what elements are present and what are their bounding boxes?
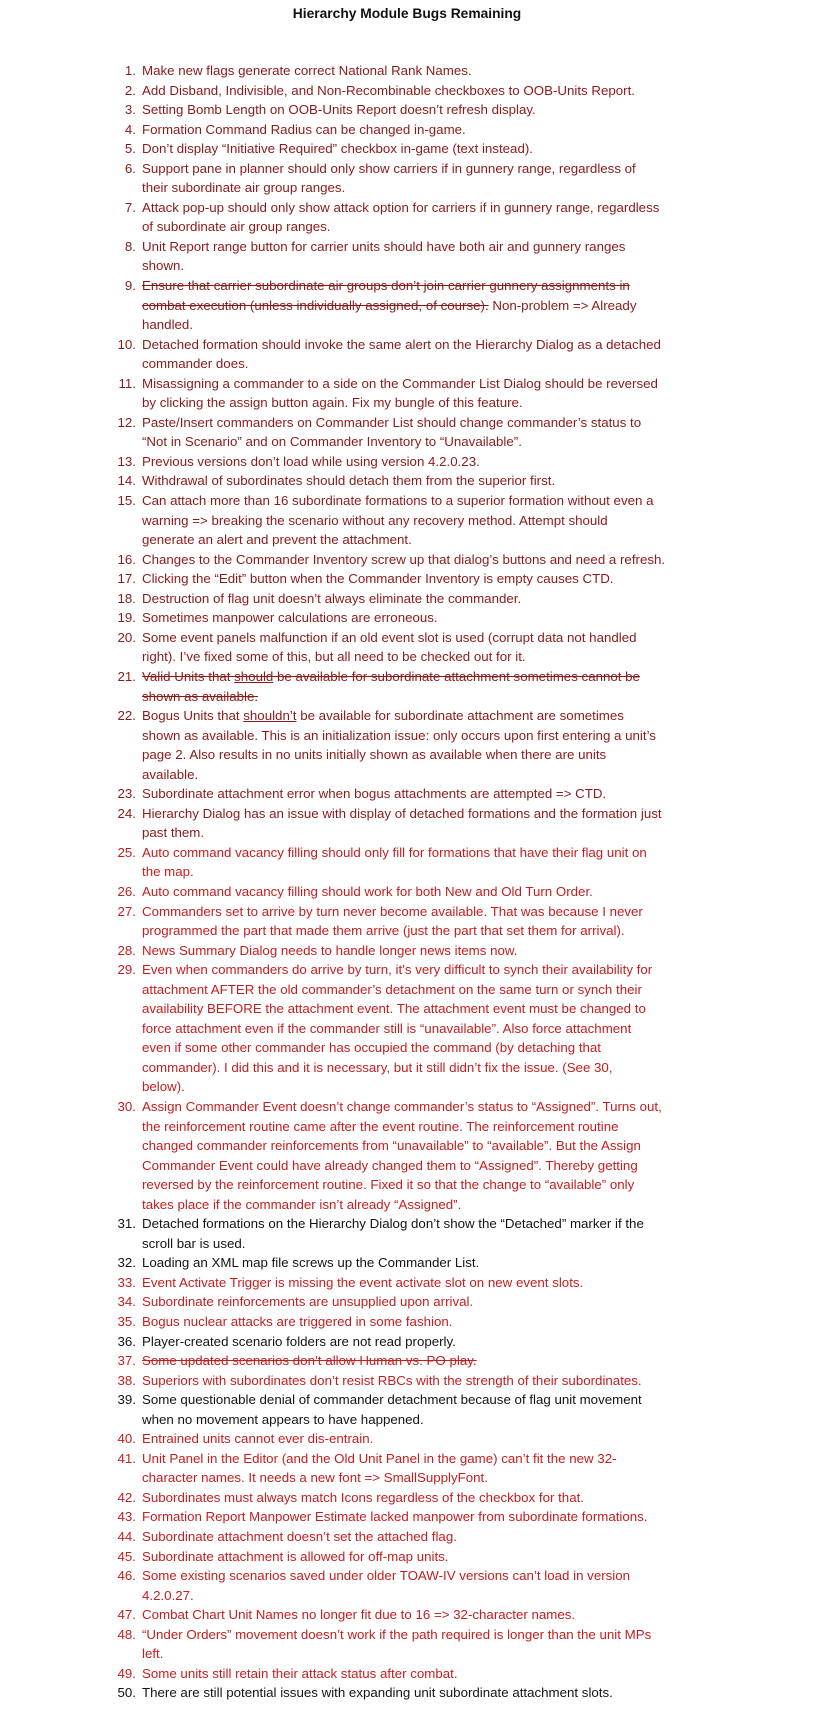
- item-number: 29.: [117, 962, 136, 978]
- list-item: [98, 1214, 738, 1253]
- item-main-text: Support pane in planner should only show carriers if in gunnery range, regardless of their subordinate air group ranges.: [142, 160, 636, 196]
- item-number: 38.: [117, 1372, 136, 1388]
- item-main-text: Valid Units that should be available for subordinate attachment sometimes cannot be shown as available.: [142, 668, 640, 704]
- item-text: [142, 882, 738, 902]
- list-item: [98, 100, 738, 120]
- item-number: 7.: [124, 199, 136, 215]
- item-text: [142, 1332, 738, 1352]
- item-main-text: Some units still retain their attack status after combat.: [142, 1665, 458, 1681]
- list-item: [98, 902, 738, 941]
- item-number: 48.: [117, 1626, 136, 1642]
- list-item: [98, 1371, 738, 1391]
- item-text: [142, 550, 738, 570]
- item-number: 22.: [117, 708, 136, 724]
- item-number: 1.: [124, 63, 136, 78]
- item-main-text: Detached formations on the Hierarchy Dialog don’t show the “Detached” marker if the scroll bar is used.: [142, 1216, 644, 1251]
- item-main-text: Superiors with subordinates don’t resist RBCs with the strength of their subordinates.: [142, 1372, 642, 1388]
- item-text: [142, 491, 738, 550]
- item-text: [142, 1253, 738, 1273]
- list-item: [98, 1390, 738, 1429]
- list-item: [98, 1507, 738, 1527]
- item-main-text: Bogus Units that shouldn’t be available for subordinate attachment are sometimes shown as available. This is an initialization issue: only occurs upon first entering a unit’s page 2. Also results in no units initially shown as available when there are units available.: [142, 708, 656, 782]
- list-item: [98, 1488, 738, 1508]
- item-main-text: “Under Orders” movement doesn’t work if the path required is longer than the unit MPs left.: [142, 1626, 652, 1662]
- item-number: 19.: [117, 610, 136, 626]
- item-number: 18.: [117, 590, 136, 606]
- item-main-text: News Summary Dialog needs to handle longer news items now.: [142, 942, 518, 958]
- item-main-text: Assign Commander Event doesn’t change commander’s status to “Assigned”. Turns out, the reinforcement routine came after the event routine. The reinforcement routine changed commander reinforcements from “unavailable” to “available”. But the Assign Commander Event could have already changed them to “Assigned”. Thereby getting reversed by the reinforcement routine. Fixed it so that the change to “available” only takes place if the commander isn’t already “Assigned”.: [142, 1098, 662, 1212]
- list-item: [98, 452, 738, 472]
- list-item: [98, 1664, 738, 1684]
- item-text: [142, 81, 738, 101]
- item-main-text: Commanders set to arrive by turn never become available. That was because I never programmed the part that made them arrive (just the part that set them for arrival).: [142, 903, 643, 939]
- item-number: 10.: [117, 336, 136, 352]
- item-text: [142, 374, 738, 413]
- list-item: [98, 1449, 738, 1488]
- item-text: [142, 608, 738, 628]
- item-main-text: There are still potential issues with expanding unit subordinate attachment slots.: [142, 1685, 613, 1701]
- item-text: [142, 159, 738, 198]
- list-item: [98, 276, 738, 335]
- item-number: 30.: [117, 1098, 136, 1114]
- item-number: 6.: [124, 160, 136, 176]
- list-item: [98, 667, 738, 706]
- item-text: [142, 1449, 738, 1488]
- item-number: 33.: [117, 1274, 136, 1290]
- item-main-text: Some existing scenarios saved under older TOAW-IV versions can’t load in version 4.2.0.27.: [142, 1568, 631, 1603]
- item-text: [142, 1273, 738, 1293]
- item-main-text: Player-created scenario folders are not read properly.: [142, 1333, 456, 1349]
- item-text: [142, 198, 738, 237]
- item-text: [142, 61, 738, 81]
- item-main-text: Subordinate attachment error when bogus attachments are attempted => CTD.: [142, 786, 607, 802]
- item-text: [142, 1566, 738, 1605]
- item-text: [142, 139, 738, 159]
- list-item: [98, 1625, 738, 1664]
- item-number: 11.: [118, 375, 136, 391]
- item-number: 13.: [117, 453, 136, 469]
- item-main-text: Entrained units cannot ever dis-entrain.: [142, 1431, 374, 1447]
- item-main-text: Hierarchy Dialog has an issue with display of detached formations and the formation just past them.: [142, 805, 662, 841]
- list-item: [98, 1527, 738, 1547]
- item-number: 26.: [117, 883, 136, 899]
- list-item: [98, 1605, 738, 1625]
- item-main-text: Paste/Insert commanders on Commander List should change commander’s status to “Not in Scenario” and on Commander Inventory to “Unavailable”.: [142, 414, 642, 450]
- item-text: [142, 1371, 738, 1391]
- item-main-text: Clicking the “Edit” button when the Commander Inventory is empty causes CTD.: [142, 571, 614, 587]
- item-number: 14.: [117, 473, 136, 489]
- item-main-text: Some event panels malfunction if an old event slot is used (corrupt data not handled right). I’ve fixed some of this, but all need to be checked out for it.: [142, 629, 637, 665]
- list-item: [98, 569, 738, 589]
- list-item: [98, 608, 738, 628]
- list-item: [98, 61, 738, 81]
- list-item: [98, 628, 738, 667]
- item-text: [142, 120, 738, 140]
- list-item: [98, 589, 738, 609]
- list-item: [98, 882, 738, 902]
- item-main-text: Don’t display “Initiative Required” checkbox in-game (text instead).: [142, 141, 533, 157]
- item-text: [142, 1429, 738, 1449]
- item-number: 12.: [117, 414, 136, 430]
- item-text: [142, 1488, 738, 1508]
- item-number: 25.: [117, 844, 136, 860]
- item-text: [142, 1351, 738, 1371]
- list-item: [98, 1292, 738, 1312]
- item-text: [142, 413, 738, 452]
- item-main-text: Subordinate attachment doesn’t set the attached flag.: [142, 1529, 457, 1545]
- list-item: [98, 237, 738, 276]
- item-number: 45.: [117, 1548, 136, 1564]
- item-number: 8.: [124, 238, 136, 254]
- item-number: 3.: [124, 102, 136, 118]
- list-item: [98, 335, 738, 374]
- item-main-text: Formation Report Manpower Estimate lacked manpower from subordinate formations.: [142, 1509, 648, 1525]
- list-item: [98, 139, 738, 159]
- item-number: 5.: [124, 141, 136, 157]
- item-number: 37.: [117, 1353, 136, 1369]
- item-main-text: Detached formation should invoke the same alert on the Hierarchy Dialog as a detached commander does.: [142, 336, 661, 372]
- item-number: 31.: [117, 1216, 136, 1232]
- item-main-text: Some updated scenarios don’t allow Human vs. PO play.: [142, 1353, 477, 1369]
- item-main-text: Formation Command Radius can be changed in-game.: [142, 121, 466, 137]
- list-item: [98, 941, 738, 961]
- item-text: [142, 1214, 738, 1253]
- item-number: 43.: [117, 1509, 136, 1525]
- item-main-text: Ensure that carrier subordinate air groups don’t join carrier gunnery assignments in combat execution (unless individually assigned, of course).: [142, 278, 630, 313]
- item-main-text: Unit Panel in the Editor (and the Old Unit Panel in the game) can’t fit the new 32- character names. It needs a new font => SmallSupplyFont.: [142, 1450, 617, 1486]
- emphasis-underline: shouldn’t: [243, 708, 297, 724]
- list-item: [98, 1097, 738, 1214]
- item-main-text: Unit Report range button for carrier units should have both air and gunnery ranges shown.: [142, 238, 626, 274]
- item-number: 34.: [117, 1294, 136, 1310]
- item-number: 41.: [117, 1450, 136, 1466]
- item-number: 44.: [117, 1529, 136, 1545]
- item-number: 32.: [117, 1255, 136, 1271]
- list-item: [98, 1566, 738, 1605]
- list-item: [98, 1312, 738, 1332]
- item-number: 36.: [117, 1333, 136, 1349]
- list-item: [98, 784, 738, 804]
- item-number: 46.: [117, 1568, 136, 1584]
- item-main-text: Make new flags generate correct National Rank Names.: [142, 63, 472, 78]
- item-text: [142, 667, 738, 706]
- item-main-text: Loading an XML map file screws up the Commander List.: [142, 1255, 480, 1271]
- item-text: [142, 1625, 738, 1664]
- item-number: 16.: [117, 551, 136, 567]
- list-item: [98, 843, 738, 882]
- list-item: [98, 120, 738, 140]
- item-main-text: Setting Bomb Length on OOB-Units Report doesn’t refresh display.: [142, 102, 536, 118]
- item-text: [142, 1507, 738, 1527]
- list-item: [98, 81, 738, 101]
- item-main-text: Subordinate reinforcements are unsupplied upon arrival.: [142, 1294, 474, 1310]
- item-main-text: Some questionable denial of commander detachment because of flag unit movement when no movement appears to have happened.: [142, 1392, 642, 1427]
- item-number: 39.: [117, 1392, 136, 1408]
- item-main-text: Add Disband, Indivisible, and Non-Recombinable checkboxes to OOB-Units Report.: [142, 82, 635, 98]
- list-item: [98, 804, 738, 843]
- item-main-text: Sometimes manpower calculations are erroneous.: [142, 610, 438, 626]
- item-text: [142, 1097, 738, 1214]
- item-text: [142, 1664, 738, 1684]
- item-number: 35.: [117, 1314, 136, 1329]
- item-number: 21.: [117, 668, 136, 684]
- item-text: [142, 1683, 738, 1703]
- bug-list: [98, 61, 738, 1703]
- item-text: [142, 1547, 738, 1567]
- item-number: 2.: [124, 82, 136, 98]
- item-text: [142, 784, 738, 804]
- list-item: [98, 1273, 738, 1293]
- list-item: [98, 413, 738, 452]
- item-main-text: Auto command vacancy filling should only fill for formations that have their flag unit on the map.: [142, 844, 647, 880]
- item-number: 49.: [117, 1665, 136, 1681]
- item-text: [142, 1605, 738, 1625]
- item-number: 4.: [124, 121, 136, 137]
- list-item: [98, 960, 738, 1097]
- list-item: [98, 491, 738, 550]
- item-number: 17.: [117, 571, 136, 587]
- list-item: [98, 198, 738, 237]
- item-main-text: Even when commanders do arrive by turn, it’s very difficult to synch their availability for attachment AFTER the old commander’s detachment on the same turn or synch their availability BEFORE the attachment event. The attachment event must be changed to force attachment even if the commander still is “unavailable”. Also force attachment even if some other commander has occupied the command (by detaching that commander). I did this and it is necessary, but it still didn’t fix the issue. (See 30, below).: [142, 962, 653, 1095]
- list-item: [98, 471, 738, 491]
- item-tail-text: Non-problem => Already handled.: [142, 297, 637, 333]
- item-main-text: Bogus nuclear attacks are triggered in some fashion.: [142, 1314, 453, 1329]
- list-item: [98, 374, 738, 413]
- item-number: 23.: [117, 786, 136, 802]
- item-number: 27.: [117, 903, 136, 919]
- item-text: [142, 276, 738, 335]
- item-text: [142, 1312, 738, 1332]
- item-main-text: Subordinates must always match Icons regardless of the checkbox for that.: [142, 1489, 584, 1505]
- item-number: 9.: [124, 278, 136, 294]
- item-text: [142, 804, 738, 843]
- list-item: [98, 1683, 738, 1703]
- item-main-text: Can attach more than 16 subordinate formations to a superior formation without even a warning => breaking the scenario without any recovery method. Attempt should generate an alert and prevent the attachment.: [142, 493, 654, 548]
- item-text: [142, 1292, 738, 1312]
- item-main-text: Previous versions don’t load while using version 4.2.0.23.: [142, 453, 480, 469]
- item-number: 28.: [117, 942, 136, 958]
- emphasis-underline: should: [234, 668, 274, 684]
- item-text: [142, 843, 738, 882]
- item-text: [142, 237, 738, 276]
- list-item: [98, 550, 738, 570]
- item-main-text: Subordinate attachment is allowed for off-map units.: [142, 1548, 449, 1564]
- item-main-text: Destruction of flag unit doesn’t always eliminate the commander.: [142, 590, 522, 606]
- item-main-text: Misassigning a commander to a side on the Commander List Dialog should be reversed by clicking the assign button again. Fix my bungle of this feature.: [142, 375, 658, 411]
- item-main-text: Event Activate Trigger is missing the event activate slot on new event slots.: [142, 1274, 584, 1290]
- item-text: [142, 1527, 738, 1547]
- item-main-text: Combat Chart Unit Names no longer fit due to 16 => 32-character names.: [142, 1607, 576, 1623]
- item-number: 50.: [117, 1685, 136, 1701]
- item-number: 42.: [117, 1489, 136, 1505]
- list-item: [98, 1351, 738, 1371]
- item-main-text: Auto command vacancy filling should work for both New and Old Turn Order.: [142, 883, 593, 899]
- item-main-text: Withdrawal of subordinates should detach them from the superior first.: [142, 473, 556, 489]
- item-number: 47.: [117, 1607, 136, 1623]
- item-text: [142, 1390, 738, 1429]
- item-number: 20.: [117, 629, 136, 645]
- list-item: [98, 1547, 738, 1567]
- item-number: 24.: [117, 805, 136, 821]
- document-title: Hierarchy Module Bugs Remaining: [292, 6, 522, 21]
- item-number: 15.: [117, 493, 136, 509]
- item-text: [142, 960, 738, 1097]
- item-main-text: Attack pop-up should only show attack option for carriers if in gunnery range, regardless of subordinate air group ranges.: [142, 199, 660, 235]
- item-text: [142, 706, 738, 784]
- item-text: [142, 452, 738, 472]
- list-item: [98, 159, 738, 198]
- list-item: [98, 706, 738, 784]
- item-text: [142, 902, 738, 941]
- item-text: [142, 471, 738, 491]
- item-text: [142, 100, 738, 120]
- item-text: [142, 589, 738, 609]
- list-item: [98, 1253, 738, 1273]
- list-item: [98, 1332, 738, 1352]
- item-text: [142, 941, 738, 961]
- item-main-text: Changes to the Commander Inventory screw up that dialog’s buttons and need a refresh.: [142, 551, 666, 567]
- item-text: [142, 335, 738, 374]
- list-item: [98, 1429, 738, 1449]
- item-number: 40.: [117, 1431, 136, 1447]
- item-text: [142, 569, 738, 589]
- item-text: [142, 628, 738, 667]
